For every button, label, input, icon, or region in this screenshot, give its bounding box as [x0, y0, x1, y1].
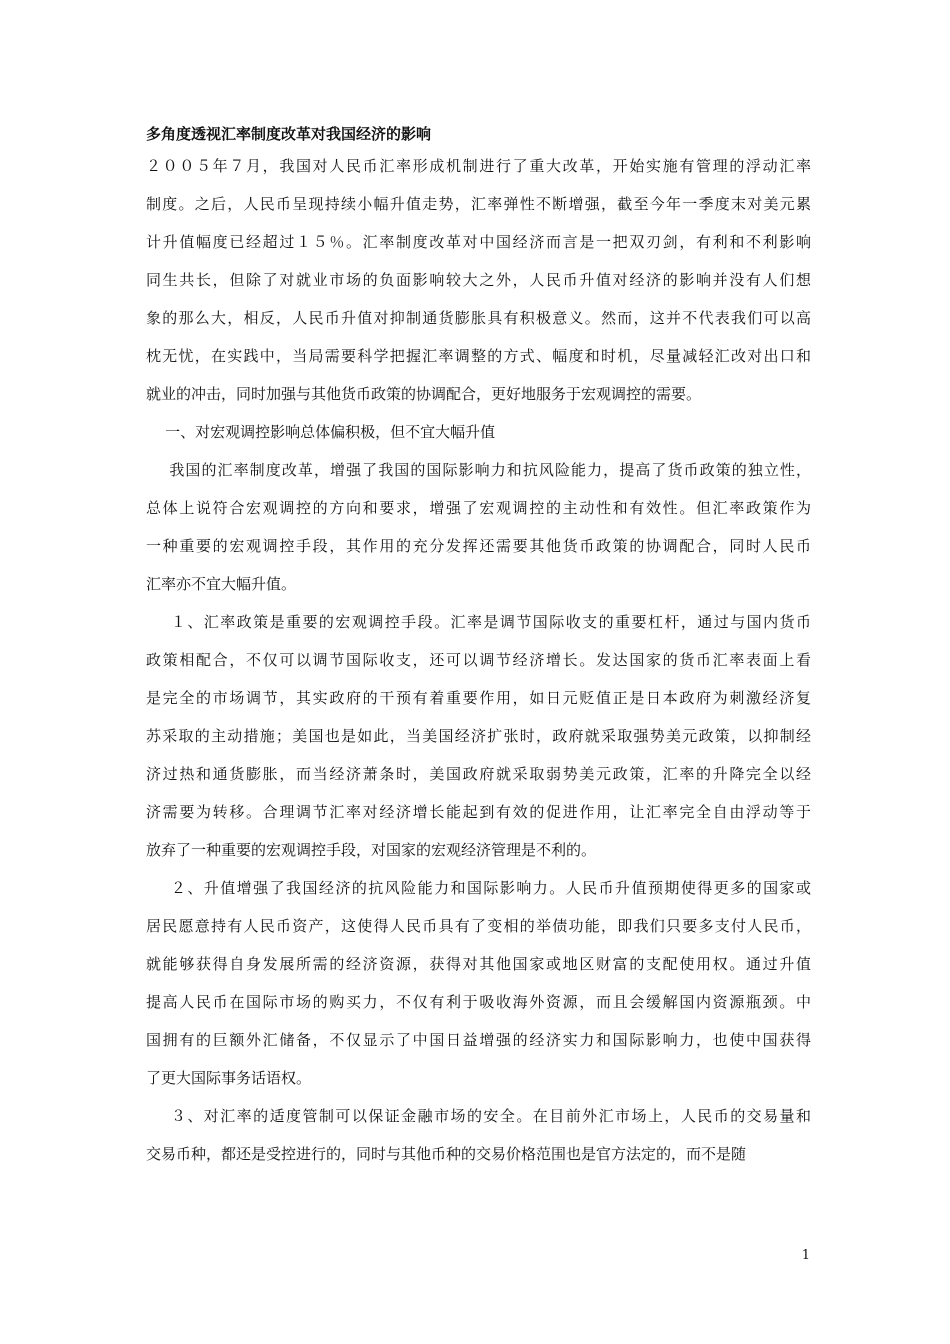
text-line: 放弃了一种重要的宏观调控手段，对国家的宏观经济管理是不利的。 — [146, 841, 597, 859]
text-line: 国拥有的巨额外汇储备，不仅显示了中国日益增强的经济实力和国际影响力，也使中国获得 — [146, 1031, 811, 1049]
text-line: ２００５年７月，我国对人民币汇率形成机制进行了重大改革，开始实施有管理的浮动汇率 — [146, 157, 811, 175]
text-line: 一、对宏观调控影响总体偏积极，但不宜大幅升值 — [146, 423, 496, 441]
text-line: 是完全的市场调节，其实政府的干预有着重要作用，如日元贬值正是日本政府为刺激经济复 — [146, 689, 811, 707]
text-line: 象的那么大，相反，人民币升值对抑制通货膨胀具有积极意义。然而，这并不代表我们可以高 — [146, 309, 811, 327]
text-line: 一种重要的宏观调控手段，其作用的充分发挥还需要其他货币政策的协调配合，同时人民币 — [146, 537, 811, 555]
paragraph-list — [146, 147, 811, 1173]
text-line: 就能够获得自身发展所需的经济资源，获得对其他国家或地区财富的支配使用权。通过升值 — [146, 955, 811, 973]
text-line: １、汇率政策是重要的宏观调控手段。汇率是调节国际收支的重要杠杆，通过与国内货币 — [146, 613, 811, 631]
text-line: ３、对汇率的适度管制可以保证金融市场的安全。在目前外汇市场上，人民币的交易量和 — [146, 1107, 811, 1125]
text-line: 交易币种，都还是受控进行的，同时与其他币种的交易价格范围也是官方法定的，而不是随 — [146, 1145, 747, 1163]
text-line: 我国的汇率制度改革，增强了我国的国际影响力和抗风险能力，提高了货币政策的独立性， — [146, 461, 811, 479]
paragraph-intro — [146, 147, 811, 413]
text-line: 制度。之后，人民币呈现持续小幅升值走势，汇率弹性不断增强，截至今年一季度末对美元累 — [146, 195, 811, 213]
paragraph-point-2 — [146, 869, 811, 1097]
text-line: 计升值幅度已经超过１５％。汇率制度改革对中国经济而言是一把双刃剑，有利和不利影响 — [146, 233, 811, 251]
paragraph-point-3 — [146, 1097, 811, 1173]
text-line: 总体上说符合宏观调控的方向和要求，增强了宏观调控的主动性和有效性。但汇率政策作为 — [146, 499, 811, 517]
paragraph-section-1-heading — [146, 413, 811, 451]
paragraph-section-1-body — [146, 451, 811, 603]
text-line: 枕无忧，在实践中，当局需要科学把握汇率调整的方式、幅度和时机，尽量减轻汇改对出口和 — [146, 347, 811, 365]
text-line: 济需要为转移。合理调节汇率对经济增长能起到有效的促进作用，让汇率完全自由浮动等于 — [146, 803, 811, 821]
document-title: 多角度透视汇率制度改革对我国经济的影响 — [146, 125, 432, 143]
text-line: 同生共长，但除了对就业市场的负面影响较大之外，人民币升值对经济的影响并没有人们想 — [146, 271, 811, 289]
text-line: 就业的冲击，同时加强与其他货币政策的协调配合，更好地服务于宏观调控的需要。 — [146, 385, 702, 403]
text-line: ２、升值增强了我国经济的抗风险能力和国际影响力。人民币升值预期使得更多的国家或 — [146, 879, 811, 897]
text-line: 济过热和通货膨胀，而当经济萧条时，美国政府就采取弱势美元政策，汇率的升降完全以经 — [146, 765, 811, 783]
text-line: 提高人民币在国际市场的购买力，不仅有利于吸收海外资源，而且会缓解国内资源瓶颈。中 — [146, 993, 811, 1011]
text-line: 居民愿意持有人民币资产，这使得人民币具有了变相的举债功能，即我们只要多支付人民币， — [146, 917, 811, 935]
text-line: 汇率亦不宜大幅升值。 — [146, 575, 297, 593]
document-body — [146, 121, 811, 1173]
text-line: 苏采取的主动措施；美国也是如此，当美国经济扩张时，政府就采取强势美元政策，以抑制经 — [146, 727, 811, 745]
page-number: 1 — [801, 1248, 810, 1263]
paragraph-point-1 — [146, 603, 811, 869]
text-line: 政策相配合，不仅可以调节国际收支，还可以调节经济增长。发达国家的货币汇率表面上看 — [146, 651, 811, 669]
text-line: 了更大国际事务话语权。 — [146, 1069, 312, 1087]
